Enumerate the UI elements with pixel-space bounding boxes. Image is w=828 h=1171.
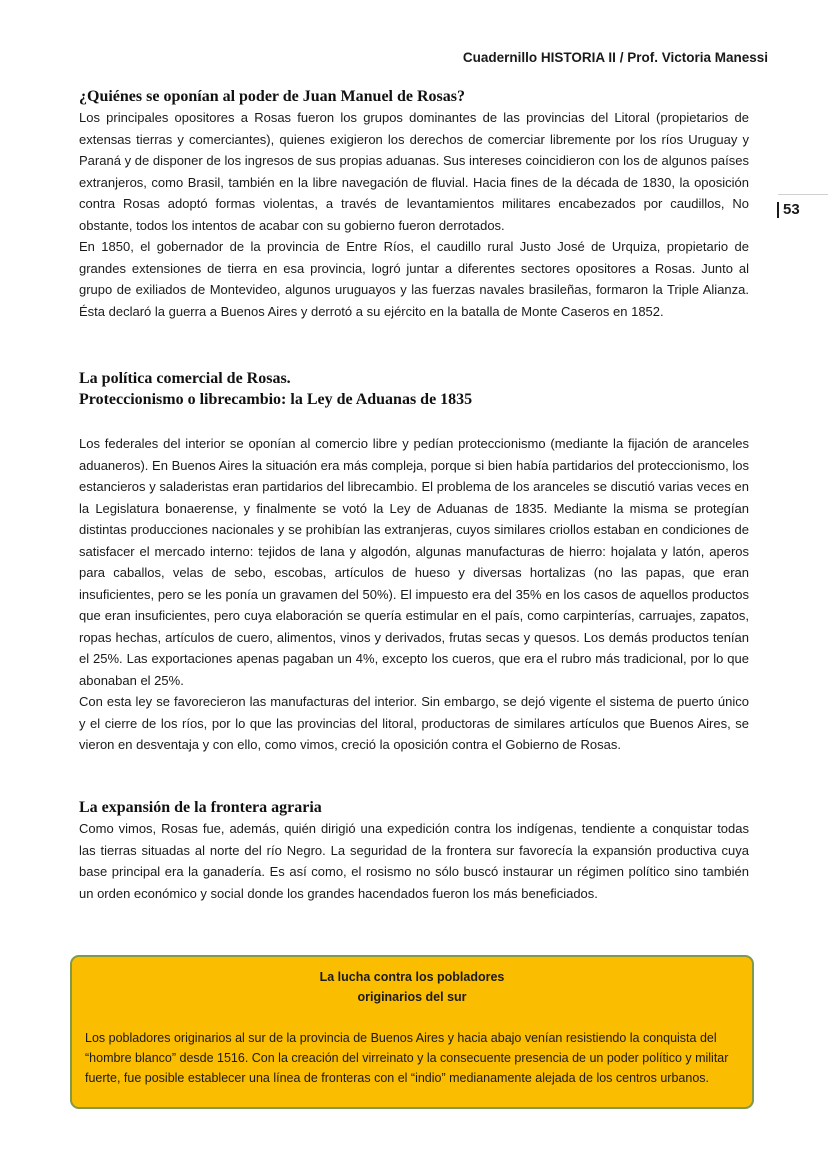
paragraph: Los federales del interior se oponían al comercio libre y pedían proteccionismo (mediante la fijación de aranceles aduaneros). En Buenos Aires la situación era más compleja, porque si bien había partidarios del proteccionismo, los estancieros y saladeristas eran partidarios del librecambio. El problema de los aranceles se discutió varias veces en la Legislatura bonaerense, y finalmente se votó la Ley de Aduanas de 1835. Mediante la misma se protegían distintas producciones nacionales y se prohibían las extranjeras, cuyos similares criollos estaban en condiciones de satisfacer el mercado interno: tejidos de lana y algodón, algunas manufacturas de hierro: hojalata y latón, aperos para caballos, velas de sebo, escobas, artículos de hueso y diversas hortalizas (no las papas, que eran insuficientes, pero se les ponía un gravamen del 50%). El impuesto era del 35% en los casos de aquellos productos que eran insuficientes, pero cuya elaboración se quería estimular en el país, como carpinterías, carruajes, zapatos, ropas hechas, artículos de cuero, alimentos, vinos y derivados, frutas secas y quesos. Los demás productos tenían el 25%. Las exportaciones apenas pagaban un 4%, excepto los cueros, que era el rubro más tradicional, por lo que abonaban el 25%. [79,436,749,688]
page-number: 53 [777,202,800,218]
section-heading: ¿Quiénes se oponían al poder de Juan Manuel de Rosas? [79,88,465,105]
paragraph: Como vimos, Rosas fue, además, quién dirigió una expedición contra los indígenas, tendiente a conquistar todas las tierras situadas al norte del río Negro. La seguridad de la frontera sur favorecía la expansión productiva cuya base principal era la ganadería. Es así como, el rosismo no sólo buscó instaurar un régimen político sino también un orden económico y social donde los grandes hacendados fueron los más beneficiados. [79,821,749,901]
section-subheading: Proteccionismo o librecambio: la Ley de Aduanas de 1835 [79,391,473,408]
box-title-line: La lucha contra los pobladores [319,970,505,984]
paragraph: Con esta ley se favorecieron las manufacturas del interior. Sin embargo, se dejó vigente el sistema de puerto único y el cierre de los ríos, por lo que las provincias del litoral, productoras de similares artículos que Buenos Aires, se vieron en desventaja y con ello, como vimos, creció la oposición contra el Gobierno de Rosas. [79,694,749,752]
section-frontier-expansion [79,797,749,904]
section-heading: La política comercial de Rosas. [79,370,291,387]
document-header: Cuadernillo HISTORIA II / Prof. Victoria Manessi [462,50,768,65]
paragraph: Los principales opositores a Rosas fueron los grupos dominantes de las provincias del Litoral (propietarios de extensas tierras y comerciantes), quienes exigieron los derechos de comerciar libremente por los ríos Uruguay y Paraná y de disponer de los ingresos de sus propias aduanas. Sus intereses coincidieron con los de algunos países extranjeros, como Brasil, también en la libre navegación de fluvial. Hacia fines de la década de 1830, la oposición contra Rosas adoptó formas violentas, a través de levantamientos militares encabezados por caudillos, No obstante, todos los intentos de acabar con su gobierno fueron derrotados. [79,110,749,233]
section-trade-policy [79,368,749,756]
paragraph: En 1850, el gobernador de la provincia de Entre Ríos, el caudillo rural Justo José de Urquiza, propietario de grandes extensiones de tierra en esa provincia, logró juntar a diferentes sectores opositores a Rosas. Junto al grupo de exiliados de Montevideo, algunos uruguayos y las fuerzas navales brasileñas, formaron la Triple Alianza. Ésta declaró la guerra a Buenos Aires y derrotó a su ejército en la batalla de Monte Caseros en 1852. [79,239,749,319]
section-heading: La expansión de la frontera agraria [79,799,322,816]
section-opposition [79,86,749,322]
box-title [85,967,739,1007]
box-title-line: originarios del sur [357,990,467,1004]
box-text: Los pobladores originarios al sur de la provincia de Buenos Aires y hacia abajo venían resistiendo la conquista del “hombre blanco” desde 1516. Con la creación del virreinato y la consecuente presencia de un poder político y militar fuerte, fue posible establecer una línea de fronteras con el “indio” medianamente alejada de los centros urbanos. [85,1031,729,1085]
highlight-box [70,955,754,1109]
page-number-rule [778,194,828,195]
